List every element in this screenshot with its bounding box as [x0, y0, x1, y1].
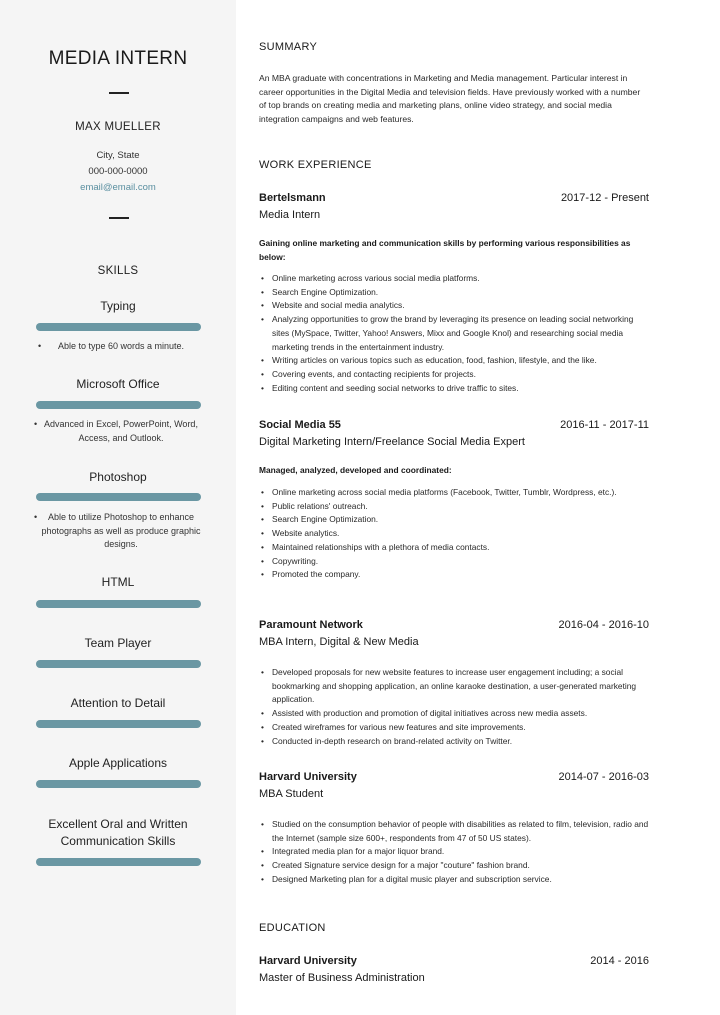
job-role: MBA Intern, Digital & New Media	[259, 636, 419, 648]
list-item: • Search Engine Optimization.	[259, 286, 649, 300]
skill-description-item: • Able to utilize Photoshop to enhance photographs as well as produce graphic designs.	[36, 511, 206, 552]
main-content	[236, 0, 720, 1015]
list-item: • Analyzing opportunities to grow the brand by leveraging its presence on leading social networking sites (MySpace, Twitter, Yahoo! Answers, Mixx and Google Knol) and researching social media marketing trends in the entertainment industry.	[259, 313, 649, 354]
list-item: • Conducted in-depth research on brand-related activity on Twitter.	[259, 735, 649, 749]
skill-level-bar	[36, 780, 201, 788]
phone: 000-000-0000	[88, 166, 148, 177]
company-name: Bertelsmann	[259, 192, 326, 204]
list-item: • Online marketing across various social media platforms.	[259, 272, 649, 286]
divider	[109, 92, 129, 94]
job-bullets	[259, 486, 649, 582]
list-item: • Website analytics.	[259, 527, 649, 541]
list-item: • Maintained relationships with a plethora of media contacts.	[259, 541, 649, 555]
list-item: • Integrated media plan for a major liquor brand.	[259, 845, 649, 859]
list-item: • Public relations' outreach.	[259, 500, 649, 514]
job-role: MBA Student	[259, 788, 324, 800]
school-name: Harvard University	[259, 955, 357, 967]
skill-level-bar	[36, 600, 201, 608]
list-item: • Writing articles on various topics such as education, food, fashion, lifestyle, and the like.	[259, 354, 649, 368]
list-item: • Website and social media analytics.	[259, 299, 649, 313]
job-dates: 2014-07 - 2016-03	[558, 771, 649, 783]
skill-name: Photoshop	[89, 470, 147, 484]
skill-level-bar	[36, 660, 201, 668]
location: City, State	[96, 150, 140, 161]
skill-level-bar	[36, 401, 201, 409]
resume-title: MEDIA INTERN	[48, 48, 188, 69]
list-item: • Created Signature service design for a major "couture" fashion brand.	[259, 859, 649, 873]
skills-heading: SKILLS	[97, 265, 139, 277]
company-name: Harvard University	[259, 771, 357, 783]
job-role: Media Intern	[259, 209, 321, 221]
skill-level-bar	[36, 720, 201, 728]
list-item: • Created wireframes for various new features and site improvements.	[259, 721, 649, 735]
degree: Master of Business Administration	[259, 972, 425, 984]
skill-level-bar	[36, 858, 201, 866]
section-heading-work: WORK EXPERIENCE	[259, 159, 372, 171]
skill-name: Typing	[100, 299, 136, 313]
skill-name: Team Player	[84, 636, 152, 650]
education-dates: 2014 - 2016	[590, 955, 649, 967]
skill-description	[36, 418, 206, 445]
company-name: Social Media 55	[259, 419, 341, 431]
company-name: Paramount Network	[259, 619, 363, 631]
skill-level-bar	[36, 323, 201, 331]
skill-name: Apple Applications	[68, 756, 168, 770]
list-item: • Studied on the consumption behavior of people with disabilities as related to film, television, radio and the Internet (sample size 600+, respondents from 47 of 50 US states).	[259, 818, 649, 845]
job-lead: Gaining online marketing and communication skills by performing various responsibilities as below:	[259, 238, 631, 262]
job-bullets	[259, 818, 649, 887]
email-link[interactable]: email@email.com	[80, 182, 156, 193]
skill-description	[36, 511, 206, 552]
list-item: • Developed proposals for new website features to increase user engagement including; a social bookmarking and shopping application, an online karaoke destination, a user-generated marketing application.	[259, 666, 649, 707]
sidebar	[0, 0, 236, 1015]
list-item: • Designed Marketing plan for a digital music player and subscription service.	[259, 873, 649, 887]
skill-description-item: • Able to type 60 words a minute.	[36, 340, 206, 354]
divider	[109, 217, 129, 219]
summary-text: An MBA graduate with concentrations in Marketing and Media management. Particular interest in career opportunities in the Digital Media and television fields. Have previously worked with a number of top brands on creating media and marketing plans, online video strategy, and social media integration campaigns and web features.	[259, 73, 641, 125]
person-name: MAX MUELLER	[75, 121, 161, 133]
job-bullets	[259, 272, 649, 395]
skill-level-bar	[36, 493, 201, 501]
list-item: • Editing content and seeding social networks to drive traffic to sites.	[259, 382, 649, 396]
job-dates: 2016-04 - 2016-10	[558, 619, 649, 631]
job-dates: 2016-11 - 2017-11	[560, 419, 649, 431]
skill-name: HTML	[101, 575, 135, 589]
section-heading-education: EDUCATION	[259, 922, 326, 934]
list-item: • Promoted the company.	[259, 568, 649, 582]
job-role: Digital Marketing Intern/Freelance Social Media Expert	[259, 436, 525, 448]
skill-description	[36, 340, 206, 354]
skill-name: Excellent Oral and Written Communication Skills	[48, 817, 188, 848]
list-item: • Search Engine Optimization.	[259, 513, 649, 527]
list-item: • Online marketing across social media platforms (Facebook, Twitter, Tumblr, Wordpress, etc.).	[259, 486, 649, 500]
skill-name: Attention to Detail	[70, 696, 166, 710]
section-heading-summary: SUMMARY	[259, 41, 318, 53]
skill-description-item: • Advanced in Excel, PowerPoint, Word, Access, and Outlook.	[36, 418, 206, 445]
job-lead: Managed, analyzed, developed and coordinated:	[259, 465, 452, 475]
job-dates: 2017-12 - Present	[560, 192, 649, 204]
list-item: • Assisted with production and promotion of digital initiatives across new media assets.	[259, 707, 649, 721]
list-item: • Copywriting.	[259, 555, 649, 569]
skill-name: Microsoft Office	[76, 377, 160, 391]
list-item: • Covering events, and contacting recipients for projects.	[259, 368, 649, 382]
job-bullets	[259, 666, 649, 748]
